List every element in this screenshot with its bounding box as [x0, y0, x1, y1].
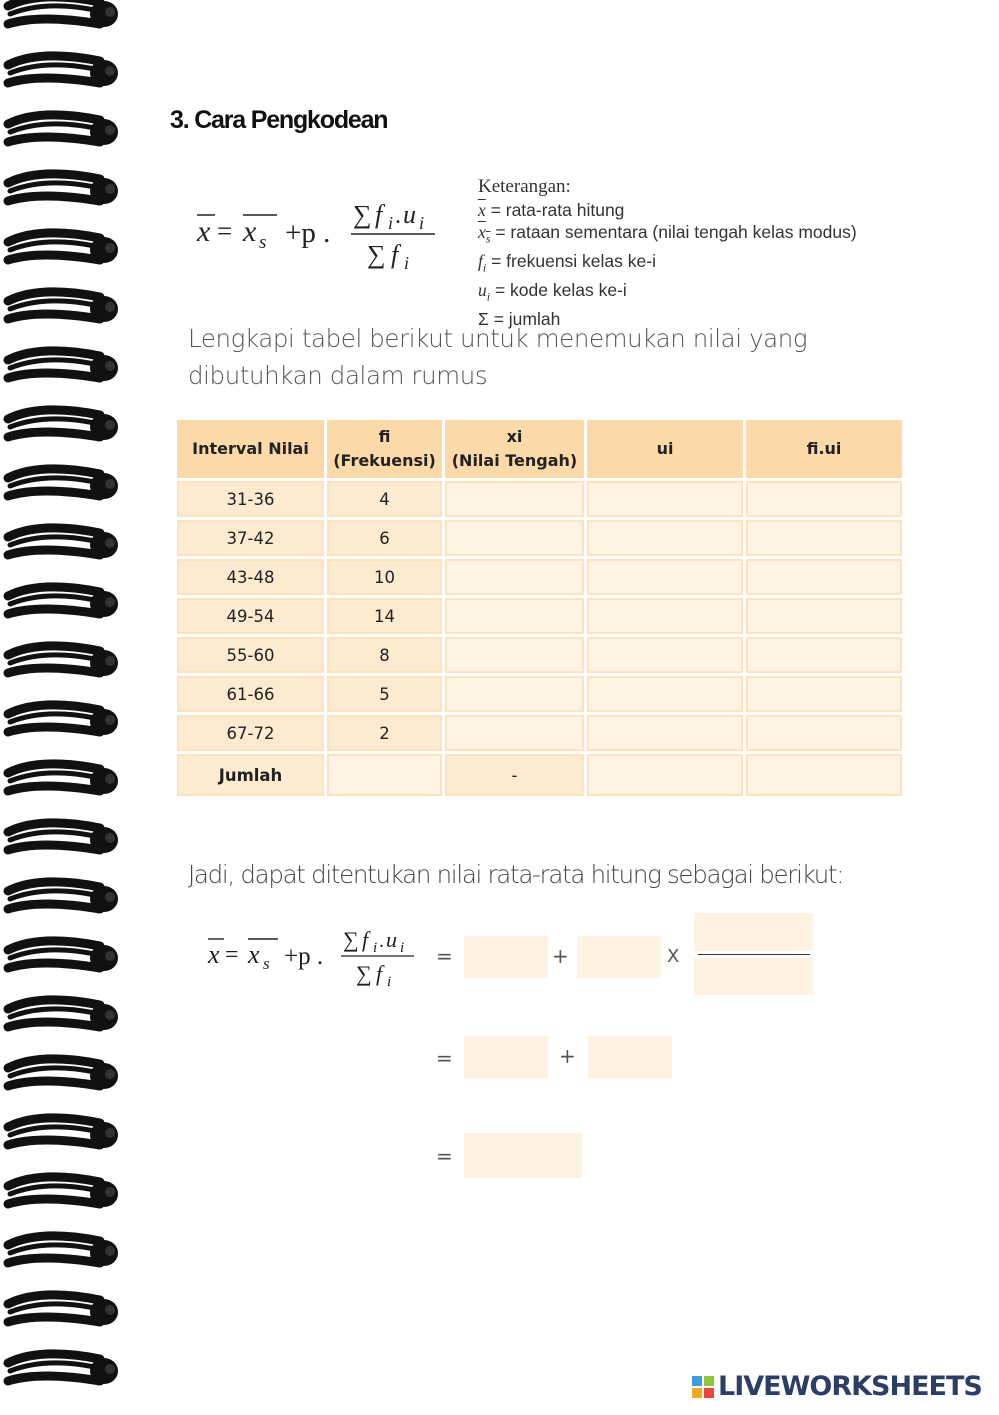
- interval-cell: 31-36: [177, 481, 324, 517]
- svg-text:i: i: [400, 940, 405, 956]
- times-sign: X: [667, 946, 680, 967]
- spiral-binding: [0, 0, 130, 1415]
- svg-text:∑: ∑: [356, 961, 372, 986]
- spiral-coil: [8, 1236, 118, 1266]
- spiral-coil: [8, 646, 118, 676]
- equals-sign: =: [436, 1046, 453, 1070]
- spiral-coil: [8, 1000, 118, 1030]
- interval-cell: 49-54: [177, 598, 324, 634]
- legend-item: $f_i$ = frekuensi kelas ke-i: [478, 251, 656, 275]
- spiral-coil: [8, 941, 118, 971]
- numerator-answer-box[interactable]: [694, 913, 813, 951]
- fiui-answer-box[interactable]: [746, 559, 902, 595]
- svg-text:+p .: +p .: [285, 217, 331, 249]
- xi-total-dash: -: [445, 754, 584, 796]
- svg-text:.: .: [395, 203, 401, 229]
- svg-text:i: i: [419, 213, 425, 233]
- spiral-coil: [8, 882, 118, 912]
- interval-cell: 67-72: [177, 715, 324, 751]
- table-row: [177, 520, 902, 556]
- interval-cell: 37-42: [177, 520, 324, 556]
- svg-text:u: u: [403, 200, 416, 229]
- spiral-coil: [8, 351, 118, 381]
- svg-text:∑: ∑: [353, 200, 372, 229]
- coding-method-formula: [195, 193, 445, 273]
- fi-total-answer-box[interactable]: [327, 754, 442, 796]
- spiral-coil: [8, 56, 118, 86]
- svg-text:s: s: [259, 232, 267, 253]
- svg-text:i: i: [404, 253, 410, 273]
- interval-cell: 55-60: [177, 637, 324, 673]
- instruction-text: Lengkapi tabel berikut untuk menemukan nilai yang dibutuhkan dalam rumus: [188, 324, 808, 390]
- spiral-coil: [8, 469, 118, 499]
- ui-answer-box[interactable]: [587, 676, 743, 712]
- legend-text: = rata-rata hitung: [490, 199, 625, 220]
- ui-answer-box[interactable]: [587, 520, 743, 556]
- plus-sign: +: [552, 944, 569, 968]
- svg-text:.: .: [379, 930, 384, 952]
- spiral-coil: [8, 292, 118, 322]
- fi-cell: 2: [327, 715, 442, 751]
- svg-text:∑: ∑: [343, 927, 359, 952]
- svg-text:x: x: [248, 940, 260, 969]
- svg-text:f: f: [391, 240, 399, 269]
- fi-cell: 8: [327, 637, 442, 673]
- svg-text:s: s: [263, 954, 270, 973]
- legend-text: = frekuensi kelas ke-i: [491, 251, 656, 271]
- fiui-answer-box[interactable]: [746, 715, 902, 751]
- svg-text:i: i: [388, 213, 394, 233]
- spiral-coil: [8, 705, 118, 735]
- table-row: [177, 559, 902, 595]
- svg-text:x: x: [243, 215, 257, 248]
- svg-text:u: u: [386, 927, 397, 952]
- interval-cell: 43-48: [177, 559, 324, 595]
- fiui-answer-box[interactable]: [746, 637, 902, 673]
- spiral-coil: [8, 823, 118, 853]
- fi-cell: 6: [327, 520, 442, 556]
- header-fi: fi (Frekuensi): [327, 420, 442, 478]
- liveworksheets-logo: [692, 1371, 982, 1402]
- p-answer-box[interactable]: [577, 936, 661, 978]
- legend-item: $x_s$ = rataan sementara (nilai tengah kelas modus): [478, 222, 857, 246]
- xs-answer-box[interactable]: [464, 936, 548, 978]
- spiral-coil: [8, 1059, 118, 1089]
- spiral-coil: [8, 1177, 118, 1207]
- spiral-coil: [8, 1354, 118, 1384]
- xi-answer-box[interactable]: [445, 520, 584, 556]
- header-ui: ui: [587, 420, 743, 478]
- svg-text:x: x: [208, 940, 220, 969]
- equals-sign: =: [436, 944, 453, 968]
- xi-answer-box[interactable]: [445, 637, 584, 673]
- legend-text: = rataan sementara (nilai tengah kelas modus): [495, 222, 857, 242]
- equals-sign: =: [436, 1144, 453, 1168]
- legend-text: = kode kelas ke-i: [494, 280, 627, 300]
- fiui-answer-box[interactable]: [746, 520, 902, 556]
- fi-cell: 10: [327, 559, 442, 595]
- spiral-coil: [8, 410, 118, 440]
- spiral-coil: [8, 587, 118, 617]
- xi-answer-box[interactable]: [445, 715, 584, 751]
- xi-answer-box[interactable]: [445, 598, 584, 634]
- svg-text:=: =: [217, 216, 233, 246]
- section-title: 3. Cara Pengkodean: [170, 106, 388, 134]
- coding-method-formula-small: [206, 925, 426, 995]
- ui-answer-box[interactable]: [587, 637, 743, 673]
- svg-text:i: i: [387, 974, 392, 990]
- plus-sign: +: [559, 1044, 576, 1068]
- svg-text:x: x: [197, 215, 211, 248]
- denominator-answer-box[interactable]: [694, 958, 813, 995]
- fi-cell: 14: [327, 598, 442, 634]
- svg-text:f: f: [376, 961, 383, 986]
- xi-answer-box[interactable]: [445, 559, 584, 595]
- legend-item: $u_i$ = kode kelas ke-i: [478, 280, 627, 304]
- spiral-coil: [8, 1118, 118, 1148]
- final-answer-box[interactable]: [464, 1133, 582, 1178]
- frequency-table: [174, 417, 905, 799]
- interval-cell: 61-66: [177, 676, 324, 712]
- total-label: Jumlah: [177, 754, 324, 796]
- spiral-coil: [8, 233, 118, 263]
- svg-text:+p .: +p .: [284, 943, 324, 970]
- svg-text:i: i: [373, 940, 378, 956]
- logo-text: LIVEWORKSHEETS: [718, 1371, 982, 1402]
- xi-answer-box[interactable]: [445, 481, 584, 517]
- table-header-row: [177, 420, 902, 478]
- fiui-total-answer-box[interactable]: [746, 754, 902, 796]
- svg-text:=: =: [225, 942, 239, 968]
- header-xi: xi (Nilai Tengah): [445, 420, 584, 478]
- ui-total-answer-box[interactable]: [587, 754, 743, 796]
- table-row: [177, 481, 902, 517]
- spiral-coil: [8, 1295, 118, 1325]
- svg-text:f: f: [375, 200, 383, 229]
- legend-item: $\overline{x}$ = rata-rata hitung: [478, 199, 625, 220]
- fiui-answer-box[interactable]: [746, 598, 902, 634]
- table-row: [177, 598, 902, 634]
- xi-answer-box[interactable]: [445, 676, 584, 712]
- spiral-coil: [8, 0, 118, 27]
- sigma-symbol: Σ: [478, 309, 489, 329]
- spiral-coil: [8, 528, 118, 558]
- step2-first-answer-box[interactable]: [464, 1036, 548, 1078]
- table-row: [177, 715, 902, 751]
- table-row: [177, 637, 902, 673]
- svg-text:∑: ∑: [367, 240, 386, 269]
- fiui-answer-box[interactable]: [746, 676, 902, 712]
- fi-cell: 5: [327, 676, 442, 712]
- step2-second-answer-box[interactable]: [588, 1036, 672, 1078]
- fiui-answer-box[interactable]: [746, 481, 902, 517]
- ui-answer-box[interactable]: [587, 481, 743, 517]
- ui-answer-box[interactable]: [587, 715, 743, 751]
- table-total-row: [177, 754, 902, 796]
- legend: [478, 176, 857, 331]
- fraction-line: [698, 954, 810, 955]
- ui-answer-box[interactable]: [587, 598, 743, 634]
- spiral-coil: [8, 764, 118, 794]
- legend-text: = jumlah: [493, 309, 561, 329]
- logo-icon: [692, 1376, 714, 1398]
- spiral-coil: [8, 174, 118, 204]
- header-interval: Interval Nilai: [177, 420, 324, 478]
- fi-cell: 4: [327, 481, 442, 517]
- svg-text:f: f: [362, 927, 369, 952]
- legend-heading: Keterangan:: [478, 176, 571, 197]
- header-fiui: fi.ui: [746, 420, 902, 478]
- conclusion-text: Jadi, dapat ditentukan nilai rata-rata hitung sebagai berikut:: [188, 860, 844, 889]
- table-row: [177, 676, 902, 712]
- spiral-coil: [8, 115, 118, 145]
- ui-answer-box[interactable]: [587, 559, 743, 595]
